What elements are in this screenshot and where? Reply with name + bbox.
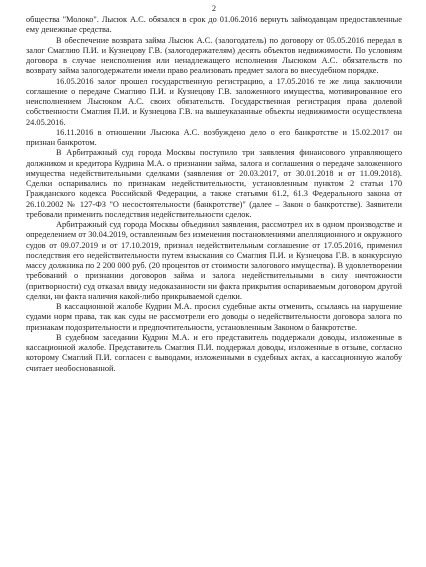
document-body xyxy=(26,15,402,374)
paragraph: общества "Молоко". Лысюк А.С. обязался в срок до 01.06.2016 вернуть займодавцам предоставленные ему денежные средства. xyxy=(26,15,402,35)
paragraph: В Арбитражный суд города Москвы поступило три заявления финансового управляющего должником и кредитора Кудрина М.А. о признании займа, залога и соглашения о передаче заложенного имущества недействительными сделками (заявления от 20.03.2017, от 30.01.2018 и от 11.09.2018). Сделки оспаривались по признакам недействительности, установленным пунктом 2 статьи 170 Гражданского кодекса Российской Федерации, а также статьями 61.2, 61.3 Федерального закона от 26.10.2002 № 127-ФЗ "О несостоятельности (банкротстве)" (далее – Закон о банкротстве). Заявители требовали применить последствия недействительности сделок. xyxy=(26,148,402,219)
paragraph: В кассационной жалобе Кудрин М.А. просил судебные акты отменить, ссылаясь на нарушение судами норм права, так как суды не рассмотрели его доводы о недействительности договора залога по признакам подозрительности и предпочтительности, установленным Законом о банкротстве. xyxy=(26,302,402,332)
paragraph: Арбитражный суд города Москвы объединил заявления, рассмотрел их в одном производстве и определением от 30.04.2019, оставленным без изменения постановлениями апелляционного и окружного судов от 09.07.2019 и от 17.10.2019, признал недействительным соглашение от 17.05.2016, применил последствия его недействительности путем взыскания со Смаглия П.И. и Кузнецова Г.В. в конкурсную массу должника по 2 200 000 руб. (20 процентов от стоимости залогового имущества). В удовлетворении требований о признании договоров займа и залога недействительными в силу ничтожности (притворности) суд отказал ввиду недоказанности ни факта прикрытия оспариваемым договором другой сделки, ни факта наличия какой-либо прикрываемой сделки. xyxy=(26,220,402,301)
page-number: 2 xyxy=(211,4,217,13)
paragraph: В судебном заседании Кудрин М.А. и его представитель поддержали доводы, изложенные в кассационной жалобе. Представитель Смаглия П.И. поддержал доводы, изложенные в отзыве, согласно которому Смаглий П.И. согласен с выводами, изложенными в судебных актах, а кассационную жалобу считает необоснованной. xyxy=(26,332,402,373)
paragraph: В обеспечение возврата займа Лысюк А.С. (залогодатель) по договору от 05.05.2016 передал в залог Смаглию П.И. и Кузнецову Г.В. (залогодержателям) десять объектов недвижимости. По условиям договора в случае неисполнения или ненадлежащего исполнения Лысюком А.С. обязательств по возврату займа залогодержатели имели право реализовать предмет залога во внесудебном порядке. xyxy=(26,35,402,76)
paragraph: 16.11.2016 в отношении Лысюка А.С. возбуждено дело о его банкротстве и 15.02.2017 он признан банкротом. xyxy=(26,127,402,147)
paragraph: 16.05.2016 залог прошел государственную регистрацию, а 17.05.2016 те же лица заключили соглашение о передаче Смаглию П.И. и Кузнецову Г.В. заложенного имущества, мотивированное его неисполнением Лысюком А.С. своих обязательств. Государственная регистрация права долевой собственности Смаглия П.И. и Кузнецова Г.В. на вышеуказанные объекты недвижимости осуществлена 24.05.2016. xyxy=(26,76,402,127)
